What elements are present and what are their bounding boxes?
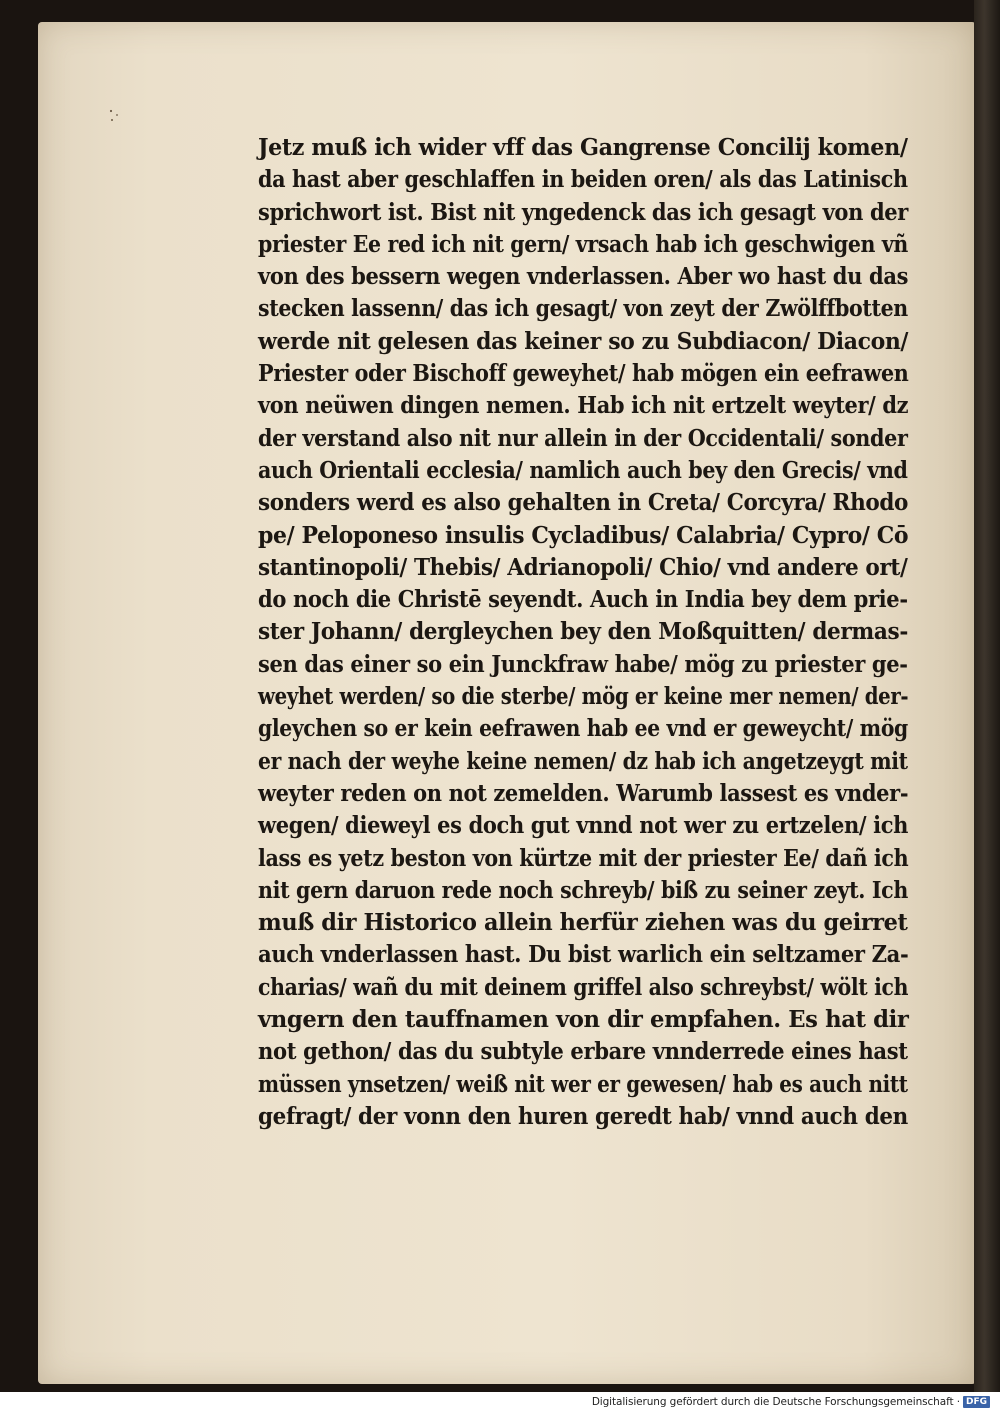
- text-line: müssen ynsetzen/ weiß nit wer er gewesen/ hab es auch nitt: [258, 1070, 908, 1098]
- text-line: lass es yetz beston von kürtze mit der priester Ee/ dañ ich: [258, 844, 909, 872]
- text-line: von neüwen dingen nemen. Hab ich nit ertzelt weyter/ dz: [258, 392, 909, 420]
- text-line: wegen/ dieweyl es doch gut vnnd not wer zu ertzelen/ ich: [258, 812, 909, 840]
- text-line: Priester oder Bischoff geweyhet/ hab mögen ein eefrawen: [258, 360, 909, 388]
- text-line: Jetz muß ich wider vff das Gangrense Concilij komen/: [258, 134, 908, 161]
- text-line: stantinopoli/ Thebis/ Adrianopoli/ Chio/ vnd andere ort/: [258, 553, 908, 581]
- text-line: da hast aber geschlaffen in beiden oren/ als das Latinisch: [258, 166, 908, 194]
- text-line: der verstand also nit nur allein in der Occidentali/ sonder: [258, 424, 908, 452]
- text-line: werde nit gelesen das keiner so zu Subdiacon/ Diacon/: [258, 327, 909, 355]
- text-line: nit gern daruon rede noch schreyb/ biß zu seiner zeyt. Ich: [258, 876, 908, 904]
- text-line: auch vnderlassen hast. Du bist warlich ein seltzamer Za-: [258, 941, 909, 969]
- text-line: stecken lassenn/ das ich gesagt/ von zeyt der Zwölffbotten: [258, 295, 908, 323]
- page-text: [258, 132, 908, 1133]
- text-line: weyhet werden/ so die sterbe/ mög er keine mer nemen/ der-: [258, 683, 909, 711]
- text-line: auch Orientali ecclesia/ namlich auch bey den Grecis/ vnd: [258, 456, 908, 484]
- text-line: sonders werd es also gehalten in Creta/ Corcyra/ Rhodo: [258, 489, 909, 517]
- dfg-logo: DFG: [963, 1396, 990, 1408]
- text-line: charias/ wañ du mit deinem griffel also schreybst/ wölt ich: [258, 973, 909, 1001]
- text-line: gefragt/ der vonn den huren geredt hab/ vnnd auch den: [258, 1102, 908, 1130]
- text-line: priester Ee red ich nit gern/ vrsach hab ich geschwigen vñ: [258, 230, 908, 258]
- ink-speck-marks: [108, 108, 122, 124]
- text-line: er nach der weyhe keine nemen/ dz hab ich angetzeygt mit: [258, 747, 908, 775]
- text-line: ster Johann/ dergleychen bey den Moßquitten/ dermas-: [258, 618, 908, 646]
- text-line: do noch die Christē seyendt. Auch in India bey dem prie-: [258, 586, 908, 614]
- text-line: sprichwort ist. Bist nit yngedenck das ich gesagt von der: [258, 198, 909, 226]
- text-line: muß dir Historico allein herfür ziehen was du geirret: [258, 909, 908, 937]
- text-line: vngern den tauffnamen von dir empfahen. Es hat dir: [258, 1006, 909, 1034]
- book-fore-edge: [974, 0, 1000, 1392]
- text-line: pe/ Peloponeso insulis Cycladibus/ Calabria/ Cypro/ Cō: [258, 521, 909, 549]
- footer-credit-text: Digitalisierung gefördert durch die Deutsche Forschungsgemeinschaft ·: [591, 1396, 960, 1408]
- text-line: gleychen so er kein eefrawen hab ee vnd er geweycht/ mög: [258, 715, 908, 743]
- text-line: von des bessern wegen vnderlassen. Aber wo hast du das: [258, 263, 909, 291]
- text-line: weyter reden on not zemelden. Warumb lassest es vnder-: [258, 779, 909, 807]
- text-line: not gethon/ das du subtyle erbare vnnderrede eines hast: [258, 1038, 908, 1066]
- text-line: sen das einer so ein Junckfraw habe/ mög zu priester ge-: [258, 650, 908, 678]
- footer-credit: [592, 1394, 990, 1410]
